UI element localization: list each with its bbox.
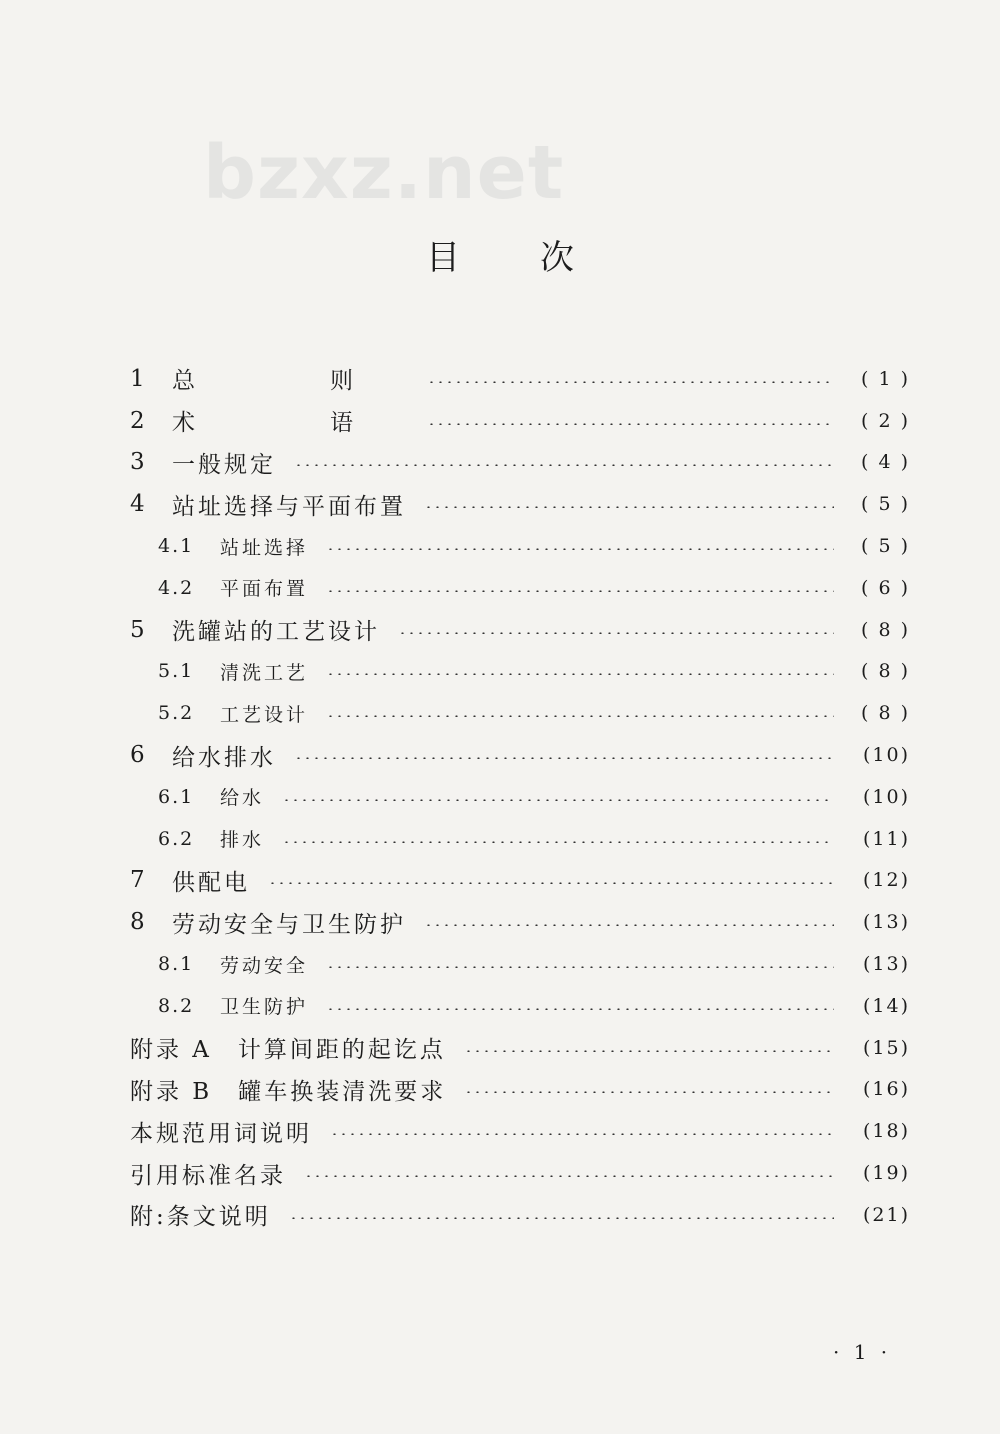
page-title — [0, 230, 1000, 279]
dot-leader — [326, 715, 834, 717]
toc-entry-label: 排水 — [220, 829, 265, 852]
toc-entry-number: 5.2 — [158, 702, 195, 725]
toc-entry[interactable] — [130, 985, 910, 1027]
dot-leader — [424, 924, 834, 926]
dot-leader — [326, 673, 834, 675]
toc-entry-label: 给水 — [220, 787, 265, 810]
toc-entry-number: 8.1 — [158, 953, 195, 976]
toc-entry-number: 4 — [130, 491, 145, 518]
toc-entry[interactable] — [130, 860, 910, 902]
toc-entry-number: 3 — [130, 449, 145, 476]
toc-entry-label: 站址选择 — [220, 536, 309, 559]
dot-leader — [304, 1175, 834, 1177]
dot-leader — [282, 799, 834, 801]
toc-entry-label: 附录 A 计算间距的起讫点 — [130, 1037, 446, 1064]
toc-entry[interactable] — [130, 358, 910, 400]
dot-leader — [268, 882, 834, 884]
toc-entry-label: 总 则 — [172, 368, 409, 395]
toc-entry[interactable] — [130, 651, 910, 693]
toc-entry[interactable] — [130, 692, 910, 734]
toc-entry-page: (16) — [862, 1078, 910, 1101]
toc-entry-number: 8.2 — [158, 994, 195, 1017]
dot-leader — [326, 1008, 834, 1010]
toc-entry-number: 8 — [130, 909, 145, 936]
toc-entry-label: 附录 B 罐车换装清洗要求 — [130, 1078, 447, 1105]
toc-entry[interactable] — [130, 1027, 910, 1069]
toc-entry-label: 劳动安全 — [220, 954, 309, 977]
dot-leader — [330, 1133, 834, 1135]
dot-leader — [464, 1091, 834, 1093]
dot-leader — [282, 841, 834, 843]
toc-entry-number: 4.1 — [158, 535, 195, 558]
toc-entry-number: 2 — [130, 407, 145, 434]
dot-leader — [289, 1217, 834, 1219]
toc-entry[interactable] — [130, 1110, 910, 1152]
toc-entry-page: (12) — [862, 869, 910, 892]
toc-entry-page: (11) — [862, 827, 910, 850]
toc-entry[interactable] — [130, 1069, 910, 1111]
toc-entry-page: (15) — [862, 1036, 910, 1059]
toc-entry-page: ( 8 ) — [861, 660, 910, 683]
toc-entry-page: (13) — [862, 953, 910, 976]
toc-entry[interactable] — [130, 776, 910, 818]
dot-leader — [427, 381, 834, 383]
toc-entry-label: 劳动安全与卫生防护 — [172, 911, 406, 938]
toc-entry-label: 站址选择与平面布置 — [172, 493, 406, 520]
watermark: bzxz.net — [203, 130, 565, 216]
toc-entry[interactable] — [130, 483, 910, 525]
toc-entry-number: 4.2 — [158, 576, 195, 599]
dot-leader — [326, 590, 834, 592]
toc-entry-label: 附:条文说明 — [130, 1204, 271, 1231]
toc-entry-page: ( 5 ) — [861, 493, 910, 516]
dot-leader — [424, 506, 834, 508]
toc-entry-label: 清洗工艺 — [220, 661, 309, 684]
page-number: · 1 · — [833, 1340, 892, 1364]
toc-entry-page: (10) — [862, 744, 910, 767]
toc-entry-label: 洗罐站的工艺设计 — [172, 619, 380, 646]
dot-leader — [398, 632, 834, 634]
toc-entry-page: ( 4 ) — [861, 451, 910, 474]
toc-entry-label: 工艺设计 — [220, 703, 309, 726]
toc-entry-page: (14) — [862, 994, 910, 1017]
toc-entry-number: 6 — [130, 742, 145, 769]
table-of-contents — [130, 358, 910, 1236]
toc-entry-page: ( 5 ) — [861, 535, 910, 558]
dot-leader — [294, 757, 834, 759]
toc-entry[interactable] — [130, 525, 910, 567]
toc-entry[interactable] — [130, 400, 910, 442]
toc-entry-number: 5.1 — [158, 660, 195, 683]
toc-entry-page: (18) — [862, 1120, 910, 1143]
dot-leader — [427, 423, 834, 425]
toc-entry-label: 引用标准名录 — [130, 1162, 286, 1189]
toc-entry[interactable] — [130, 901, 910, 943]
toc-entry[interactable] — [130, 442, 910, 484]
toc-entry-number: 6.1 — [158, 785, 195, 808]
toc-entry-label: 卫生防护 — [220, 996, 309, 1019]
title-char-2: 次 — [540, 238, 574, 278]
toc-entry[interactable] — [130, 609, 910, 651]
dot-leader — [326, 548, 834, 550]
toc-entry-number: 5 — [130, 616, 145, 643]
toc-entry-number: 6.2 — [158, 827, 195, 850]
toc-entry-label: 平面布置 — [220, 578, 309, 601]
toc-entry-page: (13) — [862, 911, 910, 934]
toc-entry[interactable] — [130, 567, 910, 609]
toc-entry-label: 供配电 — [172, 869, 250, 896]
toc-entry[interactable] — [130, 818, 910, 860]
toc-entry[interactable] — [130, 1194, 910, 1236]
toc-entry-page: ( 6 ) — [861, 576, 910, 599]
toc-entry-page: (10) — [862, 785, 910, 808]
toc-entry-label: 一般规定 — [172, 451, 276, 478]
toc-entry-label: 术 语 — [172, 410, 409, 437]
title-char-1: 目 — [426, 238, 460, 278]
toc-entry-page: ( 8 ) — [861, 618, 910, 641]
toc-entry-page: (19) — [862, 1162, 910, 1185]
toc-entry-page: ( 8 ) — [861, 702, 910, 725]
toc-entry-label: 给水排水 — [172, 744, 276, 771]
toc-entry-label: 本规范用词说明 — [130, 1120, 312, 1147]
toc-entry-page: ( 2 ) — [861, 409, 910, 432]
dot-leader — [464, 1050, 834, 1052]
toc-entry-page: ( 1 ) — [861, 367, 910, 390]
toc-entry[interactable] — [130, 1152, 910, 1194]
toc-entry-number: 7 — [130, 867, 145, 894]
dot-leader — [326, 966, 834, 968]
toc-entry[interactable] — [130, 943, 910, 985]
dot-leader — [294, 464, 834, 466]
toc-entry-page: (21) — [862, 1203, 910, 1226]
toc-entry[interactable] — [130, 734, 910, 776]
toc-entry-number: 1 — [130, 365, 145, 392]
